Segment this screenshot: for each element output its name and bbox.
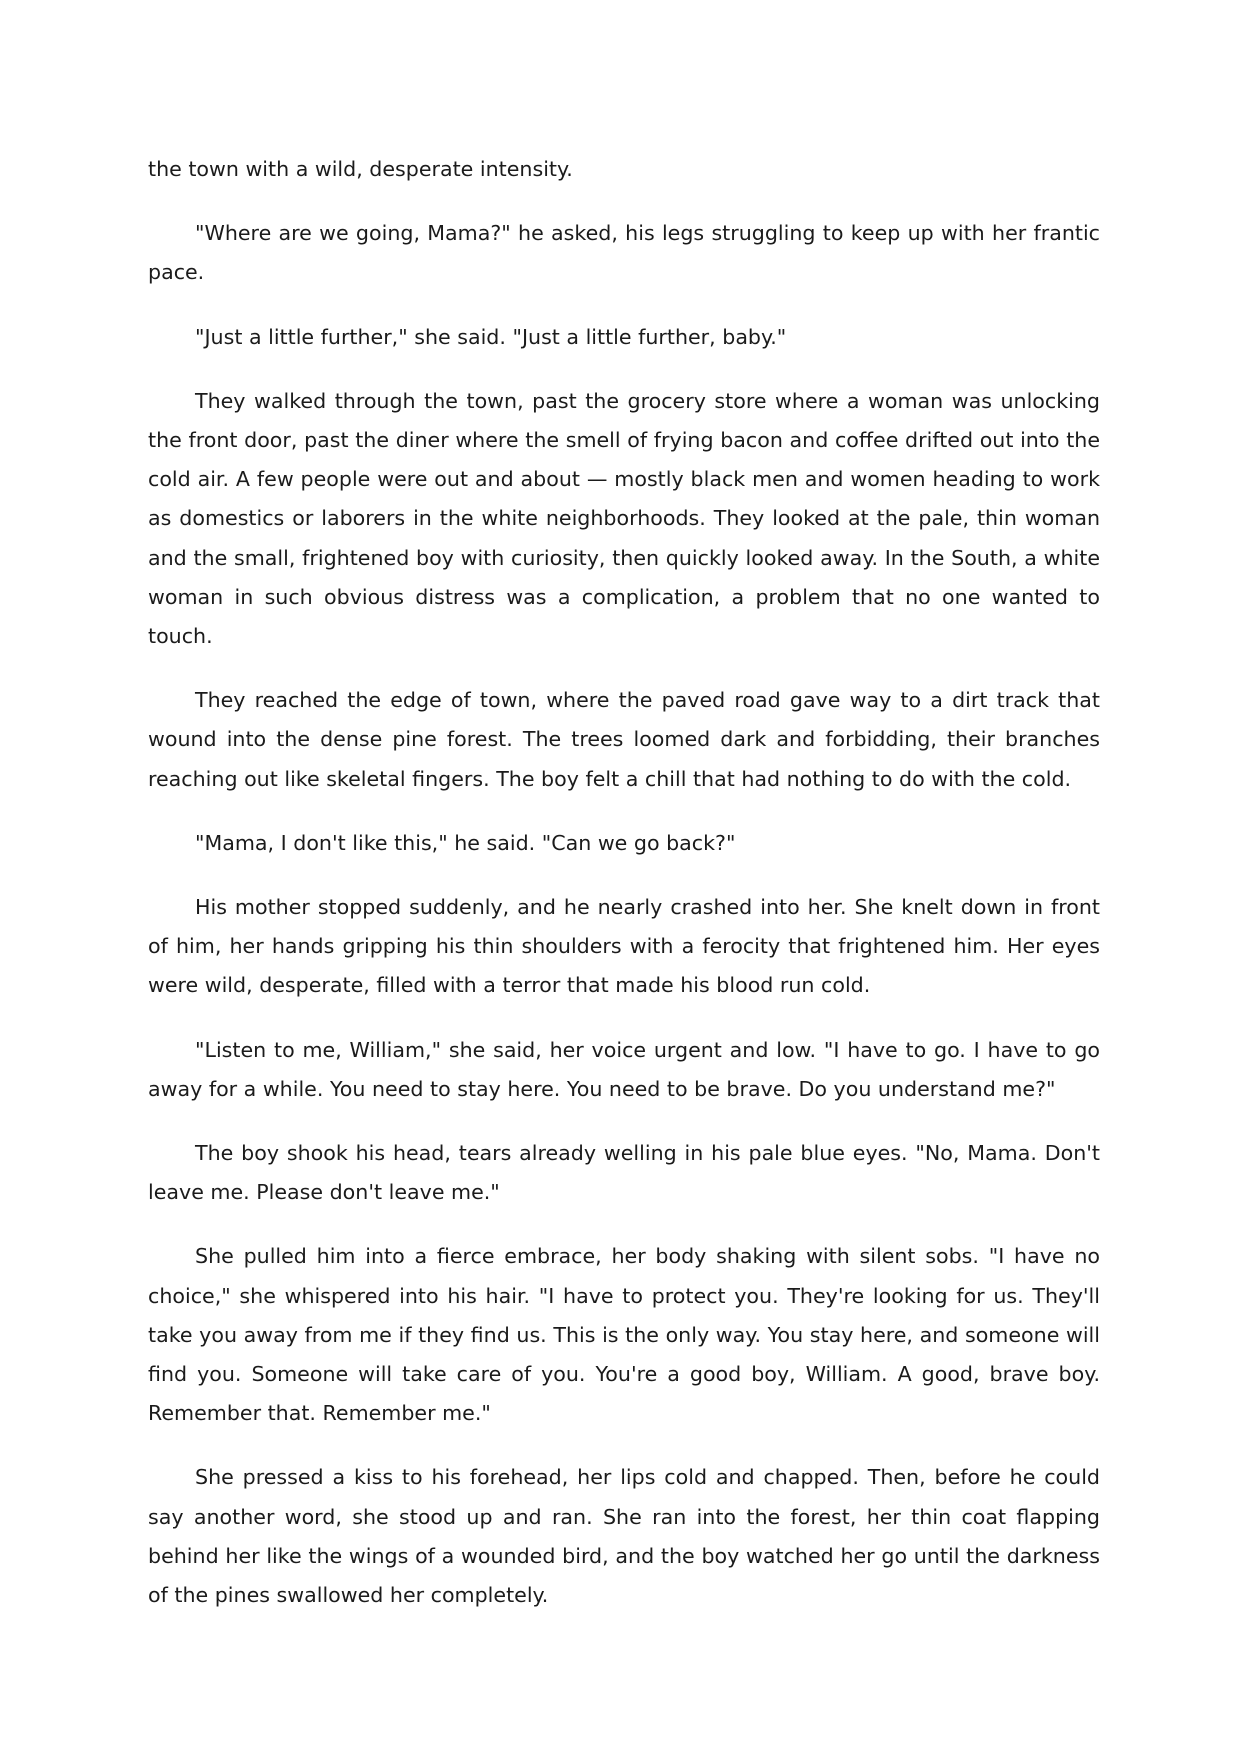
paragraph: "Where are we going, Mama?" he asked, his legs struggling to keep up with her frantic pace. — [148, 221, 1100, 285]
paragraph: "Just a little further," she said. "Just a little further, baby." — [195, 324, 787, 349]
paragraph: They reached the edge of town, where the paved road gave way to a dirt track that wound into the dense pine forest. The trees loomed dark and forbidding, their branches reaching out like skeletal fingers. The boy felt a chill that had nothing to do with the cold. — [148, 688, 1100, 791]
paragraph: They walked through the town, past the grocery store where a woman was unlocking the front door, past the diner where the smell of frying bacon and coffee drifted out into the cold air. A few people were out and about — mostly black men and women heading to work as domestics or laborers in the white neighborhoods. They looked at the pale, thin woman and the small, frightened boy with curiosity, then quickly looked away. In the South, a white woman in such obvious distress was a complication, a problem that no one wanted to touch. — [148, 388, 1100, 649]
paragraph: The boy shook his head, tears already welling in his pale blue eyes. "No, Mama. Don't leave me. Please don't leave me." — [148, 1141, 1100, 1205]
paragraph: "Listen to me, William," she said, her voice urgent and low. "I have to go. I have to go away for a while. You need to stay here. You need to be brave. Do you understand me?" — [148, 1037, 1100, 1101]
paragraph-continuation: the town with a wild, desperate intensity. — [148, 157, 573, 181]
paragraph: His mother stopped suddenly, and he nearly crashed into her. She knelt down in front of him, her hands gripping his thin shoulders with a ferocity that frightened him. Her eyes were wild, desperate, filled with a terror that made his blood run cold. — [148, 895, 1100, 998]
paragraph: She pulled him into a fierce embrace, her body shaking with silent sobs. "I have no choice," she whispered into his hair. "I have to protect you. They're looking for us. They'll take you away from me if they find us. This is the only way. You stay here, and someone will find you. Someone will take care of you. You're a good boy, William. A good, brave boy. Remember that. Remember me." — [148, 1244, 1100, 1426]
paragraph: "Mama, I don't like this," he said. "Can we go back?" — [195, 830, 736, 855]
document-body — [148, 150, 1100, 1615]
paragraph: She pressed a kiss to his forehead, her lips cold and chapped. Then, before he could say another word, she stood up and ran. She ran into the forest, her thin coat flapping behind her like the wings of a wounded bird, and the boy watched her go until the darkness of the pines swallowed her completely. — [148, 1465, 1100, 1608]
